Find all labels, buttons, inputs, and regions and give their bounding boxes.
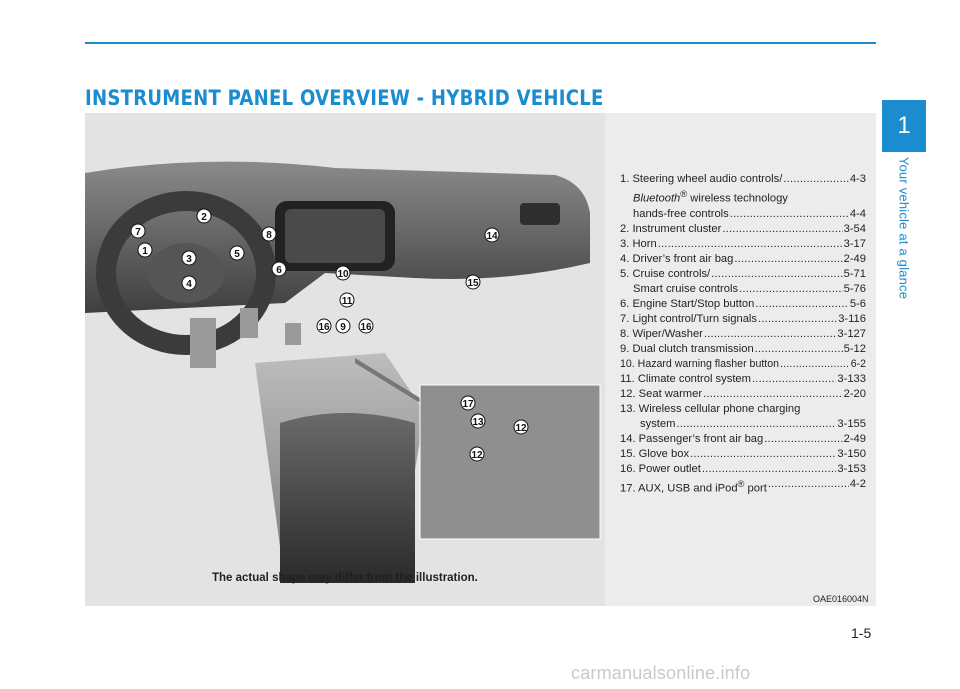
legend-item	[620, 267, 866, 297]
legend-label: 6. Engine Start/Stop button	[620, 297, 755, 310]
legend-item	[620, 342, 866, 357]
legend-label: 5. Cruise controls/	[620, 267, 711, 280]
callout-marker	[336, 319, 350, 333]
legend-label: 7. Light control/Turn signals	[620, 312, 758, 325]
chapter-number: 1	[897, 112, 911, 139]
watermark: carmanualsonline.info	[571, 663, 751, 683]
legend-item	[620, 477, 866, 497]
legend-line	[620, 207, 866, 222]
callout-label: 16	[360, 322, 372, 333]
chapter-side-label	[882, 154, 926, 302]
dashboard-illustration-panel	[85, 113, 605, 606]
legend-item	[620, 172, 866, 222]
armrest	[280, 413, 415, 583]
legend-item	[620, 372, 866, 387]
callout-marker	[359, 319, 373, 333]
page-title: INSTRUMENT PANEL OVERVIEW - HYBRID VEHICLE	[85, 86, 604, 110]
callout-marker	[340, 293, 354, 307]
figure-caption: The actual shape may differ from the illustration.	[212, 572, 478, 584]
callout-label: 16	[318, 322, 330, 333]
callout-marker	[471, 414, 485, 428]
callout-marker	[336, 266, 350, 280]
legend-label: 8. Wiper/Washer	[620, 327, 703, 340]
legend-item	[620, 402, 866, 432]
callout-label: 14	[486, 231, 498, 242]
legend-label: port	[744, 482, 767, 495]
component-legend	[620, 172, 866, 496]
callout-marker	[461, 396, 475, 410]
legend-page[interactable]: 3-153	[837, 462, 866, 475]
legend-page[interactable]: 3-54	[843, 222, 866, 235]
center-screen	[285, 209, 385, 263]
legend-label: 17. AUX, USB and iPod	[620, 482, 738, 495]
legend-page[interactable]: 2-49	[843, 252, 866, 265]
callout-marker	[197, 209, 211, 223]
legend-page[interactable]: 2-49	[843, 432, 866, 445]
legend-item	[620, 387, 866, 402]
callout-label: 6	[276, 265, 282, 276]
callout-marker	[182, 276, 196, 290]
callout-marker	[272, 262, 286, 276]
legend-label: 1. Steering wheel audio controls/	[620, 173, 783, 185]
legend-label: Smart cruise controls	[633, 282, 739, 295]
legend-page[interactable]: 5-76	[843, 282, 866, 295]
callout-label: 1	[142, 246, 148, 257]
callout-label: 15	[467, 278, 479, 289]
pedal	[190, 318, 216, 368]
callout-label: 12	[471, 450, 483, 461]
legend-label: Bluetooth	[633, 192, 681, 205]
callout-marker	[131, 224, 145, 238]
legend-line	[620, 187, 866, 207]
callout-marker	[514, 420, 528, 434]
legend-page[interactable]: 3-17	[843, 237, 866, 250]
header-rule	[85, 42, 876, 44]
legend-item	[620, 237, 866, 252]
legend-label: hands-free controls	[633, 207, 729, 220]
callout-marker	[230, 246, 244, 260]
legend-item	[620, 462, 866, 477]
legend-item	[620, 222, 866, 237]
console-inset	[420, 385, 600, 539]
callout-label: 9	[340, 322, 346, 333]
callout-label: 8	[266, 230, 272, 241]
legend-label: 2. Instrument cluster	[620, 222, 722, 235]
dashboard-illustration	[85, 113, 605, 606]
legend-page[interactable]: 3-155	[837, 417, 866, 430]
legend-page[interactable]: 4-2	[849, 477, 866, 490]
callout-label: 2	[201, 212, 207, 223]
legend-label: 10. Hazard warning flasher button	[620, 357, 779, 370]
legend-item	[620, 252, 866, 267]
legend-page[interactable]: 3-133	[837, 372, 866, 385]
legend-page[interactable]: 3-150	[837, 447, 866, 460]
passenger-vent	[520, 203, 560, 225]
callout-marker	[466, 275, 480, 289]
figure-code: OAE016004N	[813, 594, 869, 604]
legend-item	[620, 312, 866, 327]
legend-label: 11. Climate control system	[620, 372, 751, 385]
callout-label: 10	[337, 269, 349, 280]
registered-mark: ®	[680, 189, 688, 199]
callout-label: 3	[186, 254, 192, 265]
legend-item	[620, 327, 866, 342]
callout-label: 5	[234, 249, 240, 260]
legend-page[interactable]: 5-6	[849, 297, 866, 310]
legend-label: 14. Passenger’s front air bag	[620, 432, 764, 445]
legend-page[interactable]: 4-4	[849, 207, 866, 220]
legend-label: system	[640, 417, 676, 430]
callout-marker	[470, 447, 484, 461]
chapter-label-text: Your vehicle at a glance	[896, 156, 912, 300]
legend-item	[620, 447, 866, 462]
registered-mark: ®	[737, 478, 745, 489]
legend-page[interactable]: 4-3	[849, 173, 866, 185]
callout-label: 4	[186, 279, 192, 290]
legend-item	[620, 297, 866, 312]
callout-label: 12	[515, 423, 527, 434]
callout-label: 11	[341, 296, 353, 307]
legend-label: 16. Power outlet	[620, 462, 701, 475]
callout-marker	[262, 227, 276, 241]
legend-label: 3. Horn	[620, 237, 657, 250]
legend-page[interactable]: 3-116	[838, 312, 866, 325]
legend-label: 9. Dual clutch transmission	[620, 342, 754, 355]
legend-label: wireless technology	[687, 192, 788, 205]
pedal	[285, 323, 301, 345]
legend-item	[620, 357, 866, 372]
callout-marker	[317, 319, 331, 333]
callout-marker	[182, 251, 196, 265]
legend-page[interactable]: 6-2	[850, 357, 866, 370]
chapter-tab[interactable]	[882, 100, 926, 152]
callout-marker	[485, 228, 499, 242]
legend-page[interactable]: 5-71	[843, 267, 866, 280]
legend-label: 4. Driver’s front air bag	[620, 252, 734, 265]
legend-label: 12. Seat warmer	[620, 387, 703, 400]
callout-label: 17	[462, 399, 474, 410]
legend-label: 15. Glove box	[620, 447, 690, 460]
callout-label: 13	[472, 417, 484, 428]
legend-page[interactable]: 5-12	[843, 342, 866, 355]
callout-marker	[138, 243, 152, 257]
legend-line	[620, 172, 866, 187]
legend-item	[620, 432, 866, 447]
legend-label: 13. Wireless cellular phone charging	[620, 402, 801, 415]
pedal	[240, 308, 258, 338]
callout-label: 7	[135, 227, 141, 238]
page-number: 1-5	[851, 625, 872, 641]
legend-page[interactable]: 3-127	[837, 327, 866, 340]
legend-page[interactable]: 2-20	[843, 387, 866, 400]
